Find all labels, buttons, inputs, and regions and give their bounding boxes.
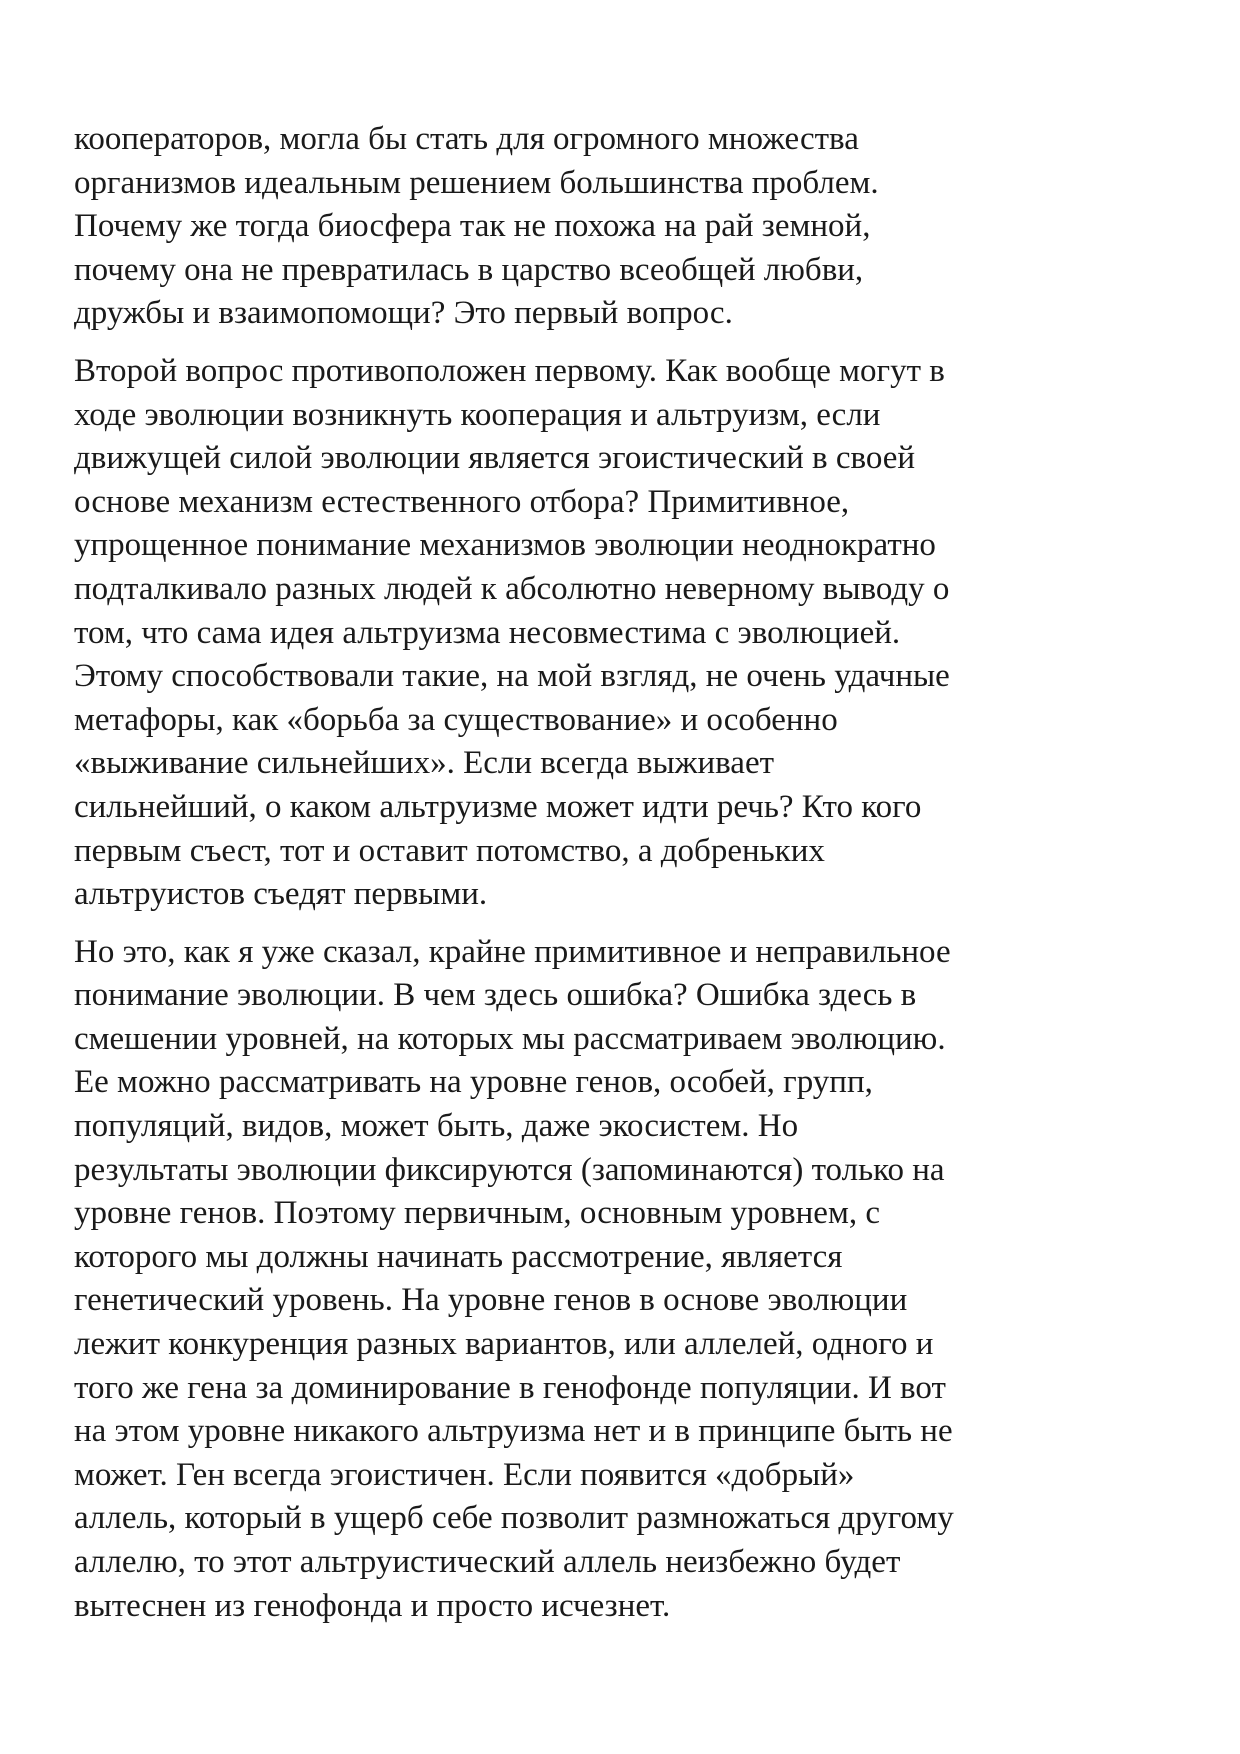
text-line: Почему же тогда биосфера так не похожа на рай земной, [74, 208, 871, 245]
text-line: метафоры, как «борьба за существование» и особенно [74, 701, 838, 738]
text-line: упрощенное понимание механизмов эволюции неоднократно [74, 527, 936, 564]
paragraph [74, 118, 1184, 336]
text-line: основе механизм естественного отбора? Примитивное, [74, 483, 850, 520]
text-line: сильнейший, о каком альтруизме может идти речь? Кто кого [74, 788, 922, 825]
text-line: вытеснен из генофонда и просто исчезнет. [74, 1587, 671, 1624]
document-page [74, 118, 1184, 1642]
text-line: Второй вопрос противоположен первому. Как вообще могут в [74, 352, 945, 389]
text-line: генетический уровень. На уровне генов в основе эволюции [74, 1282, 908, 1319]
text-line: аллелю, то этот альтруистический аллель неизбежно будет [74, 1544, 901, 1580]
text-line: уровне генов. Поэтому первичным, основным уровнем, с [74, 1195, 880, 1232]
text-line: Но это, как я уже сказал, крайне примитивное и неправильное [74, 933, 951, 970]
text-line: может. Ген всегда эгоистичен. Если появится «добрый» [74, 1456, 855, 1493]
paragraph [74, 350, 1184, 917]
text-line: альтруистов съедят первыми. [74, 876, 488, 913]
text-line: аллель, который в ущерб себе позволит размножаться другому [74, 1500, 954, 1537]
text-line: дружбы и взаимопомощи? Это первый вопрос. [74, 295, 733, 332]
text-line: понимание эволюции. В чем здесь ошибка? Ошибка здесь в [74, 977, 917, 1014]
text-line: смешении уровней, на которых мы рассматриваем эволюцию. [74, 1020, 946, 1057]
text-line: Ее можно рассматривать на уровне генов, особей, групп, [74, 1064, 873, 1101]
text-line: на этом уровне никакого альтруизма нет и в принципе быть не [74, 1413, 953, 1450]
text-line: лежит конкуренция разных вариантов, или аллелей, одного и [74, 1326, 934, 1363]
text-line: которого мы должны начинать рассмотрение, является [74, 1238, 843, 1275]
paragraph [74, 931, 1184, 1629]
text-line: почему она не превратилась в царство всеобщей любви, [74, 251, 864, 288]
text-line: популяций, видов, может быть, даже экосистем. Но [74, 1108, 799, 1145]
text-line: «выживание сильнейших». Если всегда выживает [74, 745, 775, 782]
text-line: движущей силой эволюции является эгоистический в своей [74, 440, 916, 477]
text-line: Этому способствовали такие, на мой взгляд, не очень удачные [74, 658, 950, 695]
text-line: подталкивало разных людей к абсолютно неверному выводу о [74, 570, 950, 607]
text-line: ходе эволюции возникнуть кооперация и альтруизм, если [74, 396, 881, 433]
text-line: того же гена за доминирование в генофонде популяции. И вот [74, 1369, 946, 1406]
text-line: организмов идеальным решением большинства проблем. [74, 164, 879, 201]
text-line: кооператоров, могла бы стать для огромного множества [74, 121, 859, 157]
text-line: первым съест, тот и оставит потомство, а добреньких [74, 832, 825, 869]
text-line: результаты эволюции фиксируются (запоминаются) только на [74, 1151, 945, 1188]
text-line: том, что сама идея альтруизма несовместима с эволюцией. [74, 614, 901, 651]
